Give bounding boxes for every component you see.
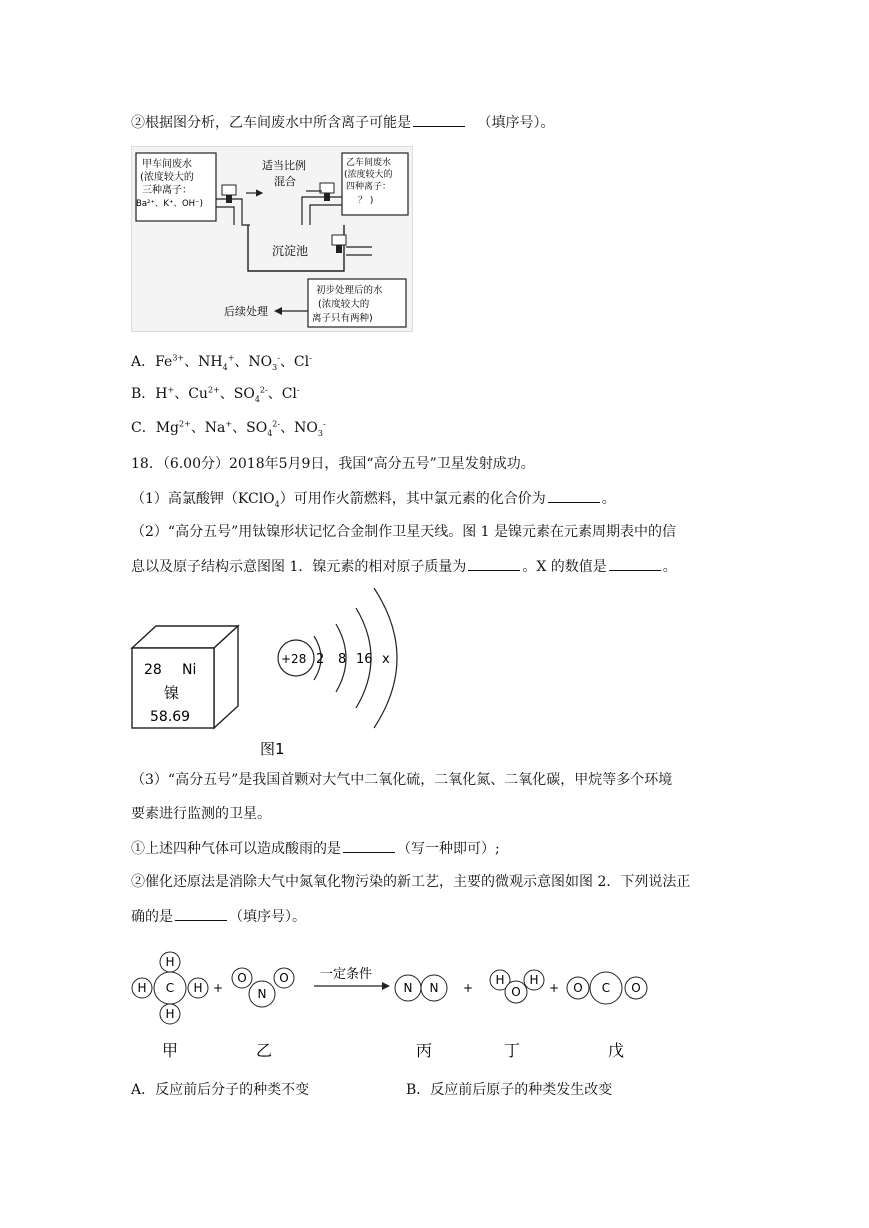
- followup-label: 后续处理: [224, 305, 268, 318]
- reaction-condition: 一定条件: [319, 967, 373, 982]
- label-jia: 甲: [161, 1041, 179, 1060]
- q18-part3-line1: （3）“高分五号”是我国首颗对大气中二氧化硫，二氧化氮、二氧化碳，甲烷等多个环境: [131, 772, 673, 788]
- label-yi: 乙: [255, 1041, 273, 1060]
- box-jia-line1: 甲车间废水: [142, 159, 192, 170]
- q18-part3-item2-line1: ②催化还原法是消除大气中氮氧化物污染的新工艺，主要的微观示意图如图 2．下列说法正: [131, 874, 691, 890]
- svg-text:H: H: [193, 981, 203, 995]
- figure-2-reaction: [128, 946, 668, 1066]
- q18-part3-line2: 要素进行监测的卫星。: [131, 806, 271, 822]
- answer-blank[interactable]: [343, 838, 395, 853]
- q18-option-b[interactable]: B．反应前后原子的种类发生改变: [406, 1082, 613, 1098]
- element-mass: 58.69: [150, 709, 191, 725]
- molecule-water: [490, 970, 544, 1003]
- svg-text:C: C: [165, 981, 175, 995]
- label-wu: 戊: [607, 1041, 625, 1060]
- q18-header: 18．（6.00分）2018年5月9日，我国“高分五号”卫星发射成功。: [131, 456, 535, 472]
- svg-text:+: +: [548, 981, 560, 995]
- answer-blank[interactable]: [468, 556, 520, 571]
- q17-item2-tail: （填序号）。: [477, 115, 555, 131]
- opt-a-label: A．Fe: [131, 354, 173, 370]
- svg-text:O: O: [631, 981, 641, 995]
- opt-b-label: B．H: [131, 386, 168, 402]
- shell-3: 16: [356, 652, 373, 667]
- shell-4: x: [382, 652, 390, 667]
- box-jia-line3: 三种离子：: [142, 185, 192, 196]
- svg-text:N: N: [257, 987, 267, 1001]
- opt-c-label: C．Mg: [131, 420, 180, 436]
- box-jia-line2: (浓度较大的: [140, 172, 194, 183]
- molecule-no2: [232, 968, 294, 1007]
- svg-text:H: H: [529, 973, 539, 987]
- wastewater-flow-diagram: [131, 146, 413, 332]
- box-yi-line2: (浓度较大的: [344, 170, 393, 180]
- box-yi-line1: 乙车间废水: [346, 158, 392, 168]
- molecule-co2: [567, 972, 647, 1004]
- answer-blank[interactable]: [175, 906, 227, 921]
- molecule-n2: [395, 975, 447, 1001]
- option-b[interactable]: B．H+、$Cu^{2+}$、$SO_4^{2-}$、Cl-: [131, 385, 300, 404]
- answer-blank[interactable]: [548, 488, 600, 503]
- q18-part2-line2: 息以及原子结构示意图图 1．镍元素的相对原子质量为 。X 的数值是 。: [131, 556, 677, 577]
- element-symbol: Ni: [182, 662, 197, 678]
- after-box-line1: 初步处理后的水: [316, 285, 383, 296]
- svg-text:O: O: [511, 985, 521, 999]
- shell-1: 2: [316, 652, 325, 667]
- q17-item2-text: ②根据图分析，乙车间废水中所含离子可能是: [131, 115, 411, 131]
- after-box-line3: 离子只有两种): [312, 313, 373, 324]
- plus-sign: +: [212, 981, 224, 995]
- nucleus-charge: +28: [281, 652, 307, 666]
- element-number: 28: [144, 662, 162, 678]
- q18-part3-item2-line2: 确的是 （填序号）。: [131, 906, 306, 927]
- q17-item2-line: [131, 112, 554, 133]
- box-yi-line3: 四种离子：: [346, 182, 392, 192]
- svg-text:N: N: [429, 981, 439, 995]
- figure-1-nickel: [128, 582, 428, 764]
- box-yi-line4: ？ ): [358, 196, 374, 206]
- after-box-line2: (浓度较大的: [318, 299, 370, 310]
- q18-part1: （1）高氯酸钾（KClO$_4$）可用作火箭燃料，其中氯元素的化合价为 。: [131, 488, 616, 509]
- svg-text:O: O: [279, 971, 289, 985]
- svg-text:O: O: [573, 981, 583, 995]
- shell-2: 8: [338, 652, 347, 667]
- svg-text:+: +: [462, 981, 474, 995]
- svg-text:C: C: [601, 981, 611, 995]
- svg-text:H: H: [495, 973, 505, 987]
- label-bing: 丙: [415, 1041, 433, 1060]
- molecule-methane: [132, 952, 208, 1024]
- atom-structure: [278, 588, 397, 728]
- mix-line2: 混合: [274, 175, 296, 188]
- element-cube: [132, 626, 238, 728]
- q18-option-a[interactable]: A．反应前后分子的种类不变: [131, 1082, 310, 1098]
- mix-line1: 适当比例: [262, 159, 306, 172]
- svg-text:H: H: [165, 955, 175, 969]
- pool-label: 沉淀池: [272, 244, 309, 258]
- option-c[interactable]: C．$Mg^{2+}$、Na+、$SO_4^{2-}$、$NO_3^-$: [131, 419, 326, 438]
- svg-text:N: N: [403, 981, 413, 995]
- svg-text:H: H: [137, 981, 147, 995]
- label-ding: 丁: [503, 1041, 521, 1060]
- svg-text:O: O: [237, 971, 247, 985]
- figure-1-caption: 图1: [260, 740, 285, 758]
- q18-part2-line1: （2）“高分五号”用钛镍形状记忆合金制作卫星天线。图 1 是镍元素在元素周期表中的信: [131, 524, 677, 540]
- element-name: 镍: [164, 684, 180, 702]
- answer-blank[interactable]: [413, 112, 465, 127]
- option-a[interactable]: A．$Fe^{3+}$、$NH_4^+$、$NO_3^-$、Cl-: [131, 353, 312, 372]
- answer-blank[interactable]: [609, 556, 661, 571]
- q18-part3-item1: ①上述四种气体可以造成酸雨的是 （写一种即可）;: [131, 838, 500, 859]
- box-jia-line4: Ba²⁺、K⁺、OH⁻): [136, 199, 203, 209]
- svg-text:H: H: [165, 1007, 175, 1021]
